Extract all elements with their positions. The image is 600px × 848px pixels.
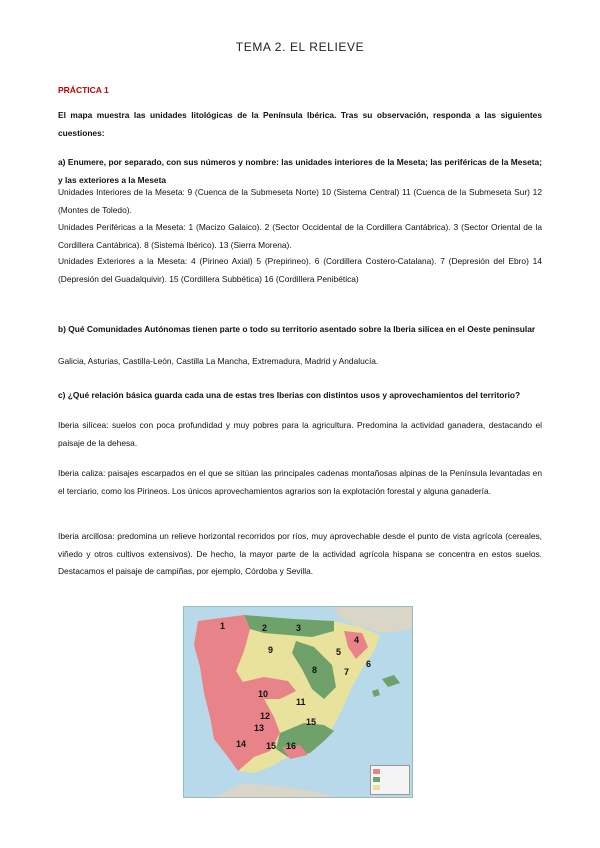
map-label: 15 [266, 741, 277, 751]
map-label: 11 [296, 697, 306, 707]
map-label: 15 [306, 717, 317, 727]
map-label: 3 [296, 623, 302, 633]
map-label: 2 [262, 623, 268, 633]
answer-c-arcillosa: Iberia arcillosa: predomina un relieve horizontal recorridos por ríos, muy aprovechable desde el punto de vista agrícola (cereales, viñedo y otros cultivos extensivos). De hecho, la mayor parte de la actividad agrícola hispana se concentra en estos suelos. Destacamos el paisaje de campiñas, por ejemplo, Córdoba y Sevilla. [58, 531, 542, 576]
map-label: 6 [366, 659, 372, 669]
question-a: a) Enumere, por separado, con sus números y nombre: las unidades interiores de la Meseta; las periféricas de la Meseta; y las exteriores a la Meseta [58, 157, 542, 185]
map-label: 10 [258, 689, 269, 699]
map-label: 13 [254, 723, 265, 733]
question-c: c) ¿Qué relación básica guarda cada una de estas tres Iberias con distintos usos y aprovechamientos del territorio? [58, 390, 521, 400]
map-label: 12 [260, 711, 271, 721]
answer-c-caliza: Iberia caliza: paisajes escarpados en el que se sitúan las principales cadenas montañosas alpinas de la Península levantadas en el terciario, como los Pirineos. Los únicos aprovechamientos agrarios son la explotación forestal y alguna ganadería. [58, 468, 542, 496]
answer-a-exteriores: Unidades Exteriores a la Meseta: 4 (Pirineo Axial) 5 (Prepirineo). 6 (Cordillera Costero-Catalana). 7 (Depresión del Ebro) 14 (Depresión del Guadalquivir). 15 (Cordillera Subbética) 16 (Cordillera Penibética) [58, 256, 542, 284]
answer-b: Galicia, Asturias, Castilla-León, Castilla La Mancha, Extremadura, Madrid y Andalucía. [58, 356, 379, 366]
lithology-map [183, 606, 413, 798]
answer-a-interiores: Unidades Interiores de la Meseta: 9 (Cuenca de la Submeseta Norte) 10 (Sistema Central) 11 (Cuenca de la Submeseta Sur) 12 (Montes de Toledo). [58, 187, 542, 215]
map-label: 9 [268, 645, 274, 655]
map-label: 4 [354, 635, 360, 645]
map-label: 8 [312, 665, 318, 675]
map-legend [370, 765, 410, 795]
map-label: 16 [286, 741, 297, 751]
map-label: 7 [344, 667, 350, 677]
map-label: 14 [236, 739, 247, 749]
page-title: TEMA 2. EL RELIEVE [235, 40, 365, 54]
map-label: 5 [336, 647, 342, 657]
answer-a-perifericas: Unidades Periféricas a la Meseta: 1 (Macizo Galaico). 2 (Sector Occidental de la Cordillera Cantábrica). 3 (Sector Oriental de la Cordillera Cantábrica). 8 (Sistema Ibérico). 13 (Sierra Morena). [58, 222, 542, 250]
question-b: b) Qué Comunidades Autónomas tienen parte o todo su territorio asentado sobre la Iberia silícea en el Oeste peninsular [58, 324, 536, 334]
answer-c-silicea: Iberia silícea: suelos con poca profundidad y muy pobres para la agricultura. Predomina la actividad ganadera, destacando el paisaje de la dehesa. [58, 420, 542, 448]
map-label: 1 [220, 621, 226, 631]
practica-heading: PRÁCTICA 1 [58, 85, 109, 95]
intro-question: El mapa muestra las unidades litológicas de la Península Ibérica. Tras su observación, responda a las siguientes cuestiones: [58, 110, 542, 138]
